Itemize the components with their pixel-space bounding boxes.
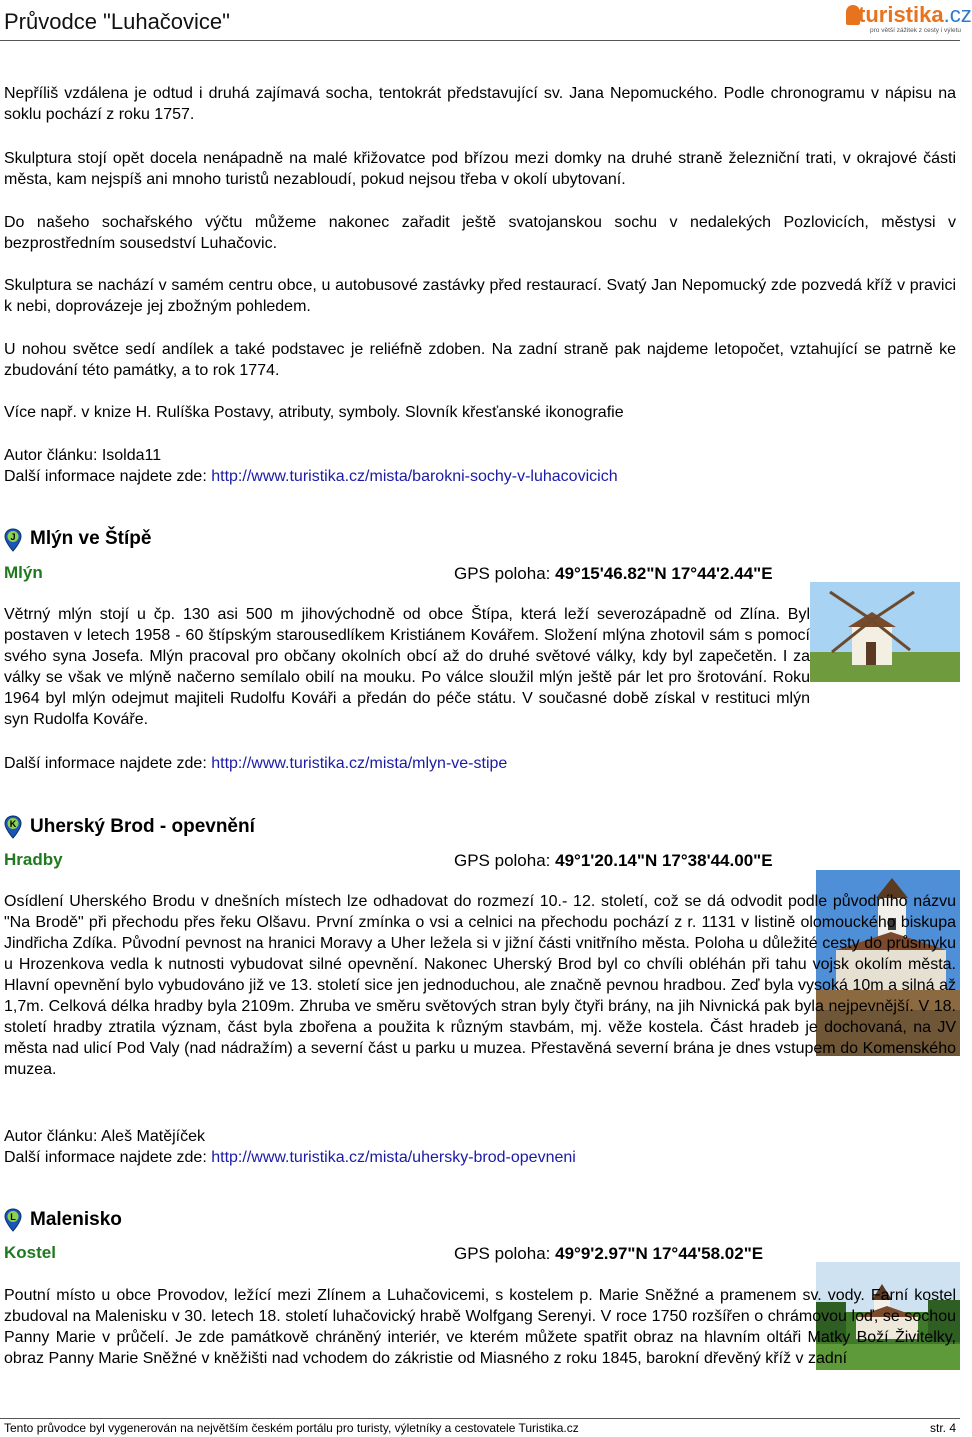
turistika-logo[interactable] xyxy=(846,2,972,38)
section-text: Větrný mlýn stojí u čp. 130 asi 500 m jihovýchodně od obce Štípa, která leží severozápadně od Zlína. Byl postaven v letech 1958 - 60 štípským starousedlíkem Kristiánem Kovářem. Složení mlýna zhotovil sám s pomocí svého syna Josefa. Mlýn pracoval pro občany okolních obcí až do druhé světové války, kdy byl zapečetěn. I za války se však ve mlýně načerno semílalo obilí na mouku. Po válce sloužil mlýn ještě pár let pro šrotování. Roku 1964 byl mlýn odejmut majiteli Rudolfu Kováři a předán do péče státu. V současné době získal v restituci mlýn syn Rudolfa Kováře. xyxy=(4,606,810,728)
gps-label: GPS poloha: xyxy=(454,851,551,870)
section-title: Uherský Brod - opevnění xyxy=(30,816,255,837)
page-title: Průvodce "Luhačovice" xyxy=(4,9,230,34)
section-text: Osídlení Uherského Brodu v dnešních místech lze odhadovat do rozmezí 10.- 12. století, což se dá odvodit podle původního názvu "Na Brodě" při přechodu přes řeku Olšavu. První zmínka o vsi a celnici na přechodu pochází z r. 1131 v listině olomouckého biskupa Jindřicha Zdíka. Původní pevnost na hranici Moravy a Uher ležela si v jižní části vnitřního města. Poloha u důležité cesty do průsmyku u Hrozenkova vedla k nutnosti vybudovat silné opevnění. Nakonec Uherský Brod byl co chvíli obléhán při tahu vojsk okolím města. Hlavní opevnění bylo vybudováno již ve 13. století sice jen jednoduchou, ale značně pevnou hradbou. Zeď byla vysoká 10m a silná až 1,7m. Celková délka hradby byla 2109m. Zhruba ve směru světových stran byly čtyři brány, na jih Nivnická pak byla nejpevnější. V 18. století hradby ztratila význam, část byla zbořena a použita k různým stavbám, mj. věže kostela. Část hradeb je dochovaná, na JV města nad ulicí Pod Valy (nad nádražím) a severní část u parku u muzea. Přestavěná severní brána je dnes vstupem do Komenského muzea. xyxy=(4,893,956,1078)
more-info-label: Další informace najdete zde: xyxy=(4,1149,207,1166)
page-header xyxy=(0,0,972,41)
more-info-link[interactable]: http://www.turistika.cz/mista/uhersky-brod-opevneni xyxy=(211,1149,576,1166)
article-author: Autor článku: Aleš Matějíček xyxy=(4,1128,205,1145)
paragraph: U nohou světce sedí andílek a také podstavec je reliéfně zdoben. Na zadní straně pak najdeme letopočet, vztahující se patrně ke zbudování této památky, a to rok 1774. xyxy=(4,341,956,379)
map-marker-icon xyxy=(4,528,22,552)
map-marker-icon xyxy=(4,815,22,839)
marker-letter: K xyxy=(9,819,17,829)
gps-location xyxy=(454,850,773,871)
more-info xyxy=(4,753,507,774)
gps-value: 49°9'2.97"N 17°44'58.02"E xyxy=(555,1244,764,1263)
article-author: Autor článku: Isolda11 xyxy=(4,447,162,464)
page-number: str. 4 xyxy=(929,1421,956,1435)
windmill-photo xyxy=(810,582,960,682)
marker-letter: J xyxy=(10,532,16,542)
section-text: Poutní místo u obce Provodov, ležící mezi Zlínem a Luhačovicemi, s kostelem p. Marie Sněžné a pramenem sv. vody. Farní kostel zbudoval na Malenisku v 30. letech 18. století luhačovický hrabě Wolfgang Serenyi. V roce 1750 rozšířen o chrámovou loď, se sochou Panny Marie v průčelí. Je zde památkově chráněný interiér, ve kterém můžete spatřit obraz na hlavním oltáři Matky Boží Živitelky, obraz Panny Marie Sněžné v kněžišti nad vchodem do zákristie od Miasného z roku 1845, barokní dřevěný kříž v zadní xyxy=(4,1287,956,1367)
paragraph: Nepříliš vzdálena je odtud i druhá zajímavá socha, tentokrát představující sv. Jana Nepomuckého. Podle chronogramu v nápisu na soklu pochází z roku 1757. xyxy=(4,85,956,123)
more-info-link[interactable]: http://www.turistika.cz/mista/barokni-sochy-v-luhacovicich xyxy=(211,468,618,485)
more-info-label: Další informace najdete zde: xyxy=(4,468,207,485)
gps-label: GPS poloha: xyxy=(454,564,551,583)
gps-value: 49°15'46.82"N 17°44'2.44"E xyxy=(555,564,773,583)
section-title: Malenisko xyxy=(30,1209,122,1230)
more-info xyxy=(4,466,618,487)
logo-tld: .cz xyxy=(943,2,972,27)
map-marker-icon xyxy=(4,1208,22,1232)
gps-location xyxy=(454,1243,763,1264)
gps-label: GPS poloha: xyxy=(454,1244,551,1263)
gps-value: 49°1'20.14"N 17°38'44.00"E xyxy=(555,851,773,870)
paragraph: Více např. v knize H. Rulíška Postavy, atributy, symboly. Slovník křesťanské ikonografie xyxy=(4,404,624,421)
logo-tagline: pro větší zážitek z cesty i výletu xyxy=(870,27,962,34)
more-info-link[interactable]: http://www.turistika.cz/mista/mlyn-ve-stipe xyxy=(211,755,508,772)
marker-letter: L xyxy=(10,1212,16,1222)
paragraph: Skulptura stojí opět docela nenápadně na malé křižovatce pod břízou mezi domky na druhé straně železniční trati, v okrajové části města, kam nejspíš ani mnoho turistů nezabloudí, pokud nejsou třeba v okolí ubytovaní. xyxy=(4,150,956,188)
gps-location xyxy=(454,563,773,584)
more-info xyxy=(4,1147,576,1168)
section-title: Mlýn ve Štípě xyxy=(30,528,152,549)
footer-text: Tento průvodce byl vygenerován na největším českém portálu pro turisty, výletníky a cestovatele Turistika.cz xyxy=(4,1421,579,1435)
section-category: Mlýn xyxy=(4,563,43,582)
page-footer xyxy=(0,1418,960,1437)
section-category: Hradby xyxy=(4,850,63,869)
paragraph: Do našeho sochařského výčtu můžeme nakonec zařadit ještě svatojanskou sochu v nedalekých Pozlovicích, městysi v bezprostředním sousedství Luhačovic. xyxy=(4,214,956,252)
section-category: Kostel xyxy=(4,1243,56,1262)
more-info-label: Další informace najdete zde: xyxy=(4,755,207,772)
paragraph: Skulptura se nachází v samém centru obce, u autobusové zastávky před restaurací. Svatý Jan Nepomucký zde pozvedá kříž v pravici k nebi, doprovázeje jej zbožným pohledem. xyxy=(4,277,956,315)
logo-word: turistika xyxy=(858,2,944,27)
